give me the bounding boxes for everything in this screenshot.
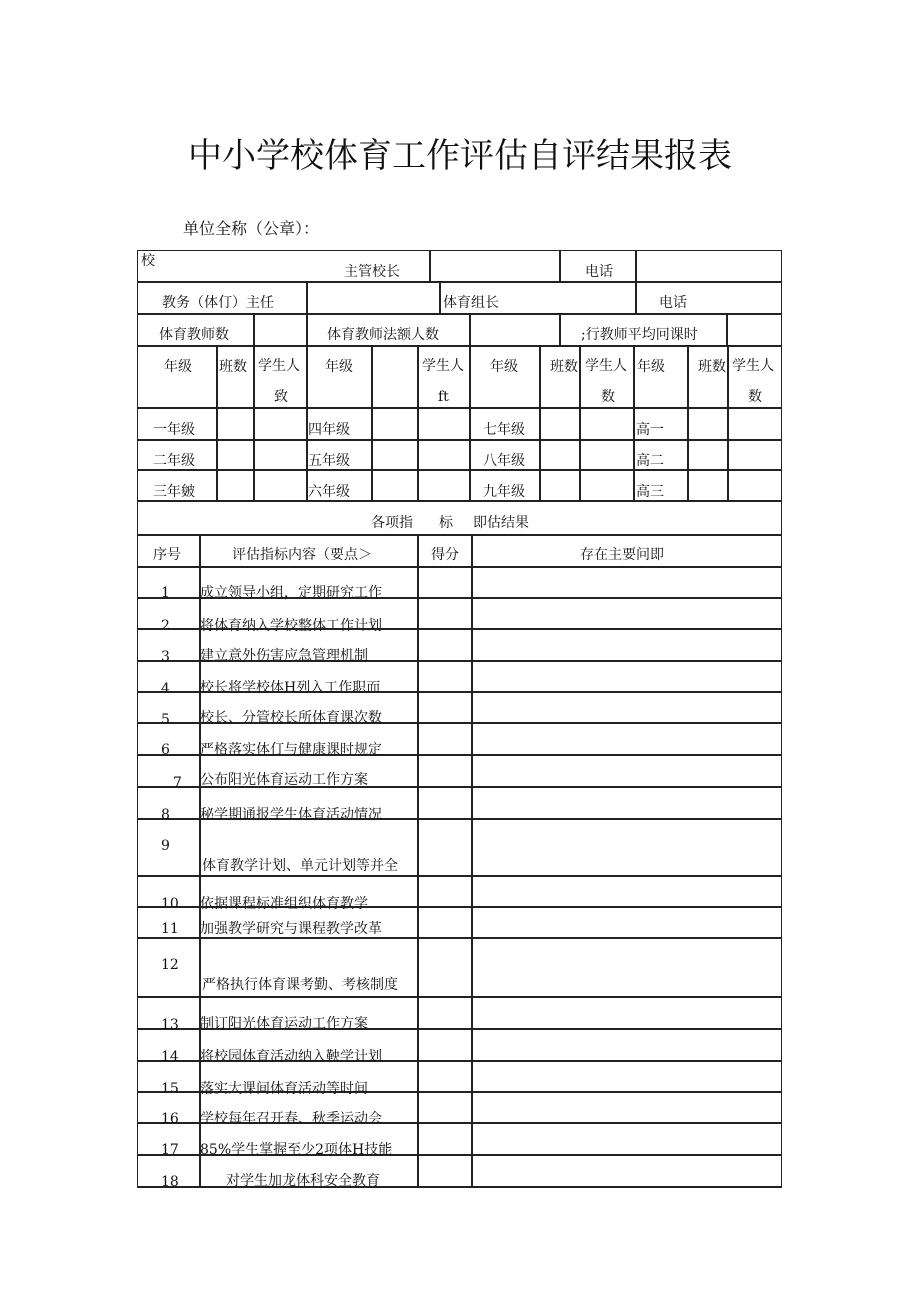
students-input[interactable] <box>418 408 470 440</box>
grade-header-cell <box>137 346 217 408</box>
phone-input[interactable] <box>636 250 782 282</box>
item-score-input[interactable] <box>418 1029 472 1061</box>
phone2-label: 电话 <box>659 295 687 311</box>
principal-label: 主管校长 <box>344 264 400 280</box>
item-number: 7 <box>173 775 182 791</box>
classes-input[interactable] <box>540 440 580 470</box>
item-number: 1 <box>161 585 170 601</box>
grade-label: 三年皴 <box>153 484 195 500</box>
grade-header-cell <box>634 346 688 408</box>
grade-header-cell <box>470 346 540 408</box>
item-content-text: 学校每年召开春、秋季运动会 <box>200 1111 382 1127</box>
item-issues-input[interactable] <box>472 1155 782 1187</box>
grade-label: 高二 <box>636 453 664 469</box>
grade-header-2: 年级 <box>325 359 353 375</box>
students-input[interactable] <box>254 470 307 501</box>
item-number: 15 <box>161 1081 179 1097</box>
item-score-input[interactable] <box>418 692 472 723</box>
classes-header-1: 班数 <box>219 359 247 375</box>
students-input[interactable] <box>728 470 782 501</box>
grade-label: 高一 <box>636 422 664 438</box>
item-score-input[interactable] <box>418 755 472 787</box>
item-content-text: 85%学生掌握至少2项体H技能 <box>200 1142 393 1158</box>
item-score-input[interactable] <box>418 876 472 907</box>
no-header: 序号 <box>153 547 181 563</box>
item-issues-input[interactable] <box>472 661 782 692</box>
item-issues-input[interactable] <box>472 819 782 876</box>
item-number: 12 <box>161 957 179 973</box>
item-number: 14 <box>161 1049 179 1065</box>
item-content-text: 体育教学计划、单元计划等并全 <box>202 858 398 874</box>
grade-header-cell <box>307 346 372 408</box>
classes-input[interactable] <box>372 440 418 470</box>
item-issues-input[interactable] <box>472 1061 782 1092</box>
item-issues-input[interactable] <box>472 907 782 938</box>
classes-input[interactable] <box>217 408 254 440</box>
avg-hours-label: ;行教师平均冋课时 <box>581 327 698 343</box>
students-header-1: 学生人 <box>258 358 300 374</box>
content-header: 评估指标内容（要点＞ <box>232 547 372 563</box>
item-number: 5 <box>161 712 170 728</box>
item-number: 6 <box>161 742 170 758</box>
pe-leader-phone-cell[interactable] <box>636 282 782 314</box>
classes-input[interactable] <box>217 470 254 501</box>
item-issues-input[interactable] <box>472 567 782 598</box>
school-label: 校 <box>141 253 155 269</box>
item-no-cell <box>137 755 200 787</box>
item-number: 4 <box>161 681 170 697</box>
classes-header-4: 班数 <box>698 359 726 375</box>
grade-header-4: 年级 <box>637 359 665 375</box>
item-content-text: 建立意外伤害应急管理机制 <box>200 648 368 664</box>
students-input[interactable] <box>254 408 307 440</box>
item-score-input[interactable] <box>418 723 472 755</box>
item-issues-input[interactable] <box>472 598 782 629</box>
classes-header-3: 班数 <box>550 359 578 375</box>
classes-header-cell <box>372 346 418 408</box>
item-content-text: 依据课程标准组织体育教学 <box>200 896 368 912</box>
students-header-2b: ft <box>438 389 449 405</box>
grade-header-1: 年级 <box>164 359 192 375</box>
item-score-input[interactable] <box>418 907 472 938</box>
avg-hours-input[interactable] <box>727 314 782 346</box>
item-issues-input[interactable] <box>472 629 782 661</box>
students-input[interactable] <box>580 440 634 470</box>
students-header-4: 学生人 <box>732 358 774 374</box>
item-content-text: 公布阳光体育运动工作方案 <box>200 772 368 788</box>
item-content-text: 成立领导小组，定期研究工作 <box>200 585 382 601</box>
item-content-text: 制订阳光体育运动工作方案 <box>200 1016 368 1032</box>
item-issues-input[interactable] <box>472 723 782 755</box>
principal-input[interactable] <box>430 250 560 282</box>
item-score-input[interactable] <box>418 938 472 997</box>
item-number: 18 <box>161 1174 179 1190</box>
classes-input[interactable] <box>372 470 418 501</box>
item-score-input[interactable] <box>418 598 472 629</box>
indicator-title-part3: 即估结果 <box>473 515 529 531</box>
item-issues-input[interactable] <box>472 755 782 787</box>
students-input[interactable] <box>418 440 470 470</box>
item-issues-input[interactable] <box>472 1029 782 1061</box>
pe-teachers-input[interactable] <box>254 314 307 346</box>
students-header-4b: 数 <box>748 389 762 405</box>
item-number: 17 <box>161 1142 179 1158</box>
grade-header-3: 年级 <box>490 359 518 375</box>
students-header-3b: 数 <box>601 389 615 405</box>
unit-name-label: 单位全称（公章）： <box>183 219 320 238</box>
grade-label: 六年级 <box>308 484 350 500</box>
item-score-input[interactable] <box>418 1123 472 1155</box>
grade-label: 九年级 <box>483 484 525 500</box>
grade-label: 八年级 <box>483 453 525 469</box>
pe-quota-input[interactable] <box>470 314 560 346</box>
item-content-text: 秘学期通报学生体育活动情况 <box>200 807 382 823</box>
item-content-text: 落实大课间体育活动等时间 <box>200 1081 368 1097</box>
item-content-text: 将校园体育活动纳入鞅学计划 <box>200 1049 382 1065</box>
item-number: 16 <box>161 1111 179 1127</box>
students-header-3: 学生人 <box>585 358 627 374</box>
indicator-title-row <box>137 501 782 535</box>
grade-label: 高三 <box>636 484 664 500</box>
classes-header-cell <box>540 346 580 408</box>
grade-label: 二年级 <box>153 453 195 469</box>
classes-input[interactable] <box>540 408 580 440</box>
item-score-input[interactable] <box>418 567 472 598</box>
item-number: 11 <box>161 921 179 937</box>
item-content-text: 严格落实体仃与健康课时规定 <box>200 742 382 758</box>
item-score-input[interactable] <box>418 1092 472 1123</box>
item-score-input[interactable] <box>418 819 472 876</box>
grade-label: 四年级 <box>308 422 350 438</box>
classes-input[interactable] <box>217 440 254 470</box>
item-score-input[interactable] <box>418 661 472 692</box>
grade-label: 五年级 <box>308 453 350 469</box>
students-input[interactable] <box>254 440 307 470</box>
item-issues-input[interactable] <box>472 1123 782 1155</box>
pe-quota-label: 体育教师法额人数 <box>327 327 439 343</box>
classes-input[interactable] <box>372 408 418 440</box>
students-header-2: 学生人 <box>422 358 464 374</box>
score-header: 得分 <box>431 547 459 563</box>
item-number: 3 <box>161 649 170 665</box>
evaluation-form-table <box>137 250 782 1188</box>
classes-input[interactable] <box>540 470 580 501</box>
item-number: 13 <box>161 1017 179 1033</box>
item-content-text: 加强教学研究与课程教学改革 <box>200 921 382 937</box>
item-number: 10 <box>161 896 179 912</box>
pe-leader-label: 体育组长 <box>443 295 499 311</box>
classes-input[interactable] <box>688 408 728 440</box>
item-score-input[interactable] <box>418 997 472 1029</box>
page-title: 中小学校体育工作评估自评结果报表 <box>188 136 732 176</box>
classes-input[interactable] <box>688 470 728 501</box>
office-director-label: 教务（体仃）主任 <box>162 295 274 311</box>
students-input[interactable] <box>728 408 782 440</box>
item-number: 9 <box>161 838 170 854</box>
indicator-title-part1: 各项指 <box>371 515 413 531</box>
item-issues-input[interactable] <box>472 997 782 1029</box>
item-number: 2 <box>161 618 170 634</box>
students-input[interactable] <box>728 440 782 470</box>
item-issues-input[interactable] <box>472 938 782 997</box>
classes-header-cell <box>217 346 254 408</box>
item-number: 8 <box>161 807 170 823</box>
grade-label: 七年级 <box>483 422 525 438</box>
students-input[interactable] <box>580 470 634 501</box>
item-content-text: 严格执行体育课考勤、考核制度 <box>202 977 398 993</box>
classes-input[interactable] <box>688 440 728 470</box>
item-score-input[interactable] <box>418 1061 472 1092</box>
grade-label: 一年级 <box>153 422 195 438</box>
students-header-1b: 致 <box>274 389 288 405</box>
item-score-input[interactable] <box>418 787 472 819</box>
issues-header: 存在主要问即 <box>580 547 664 563</box>
students-input[interactable] <box>418 470 470 501</box>
indicator-title-part2: 标 <box>439 515 453 531</box>
item-content-text: 将体育纳入学校整体工作计划 <box>200 618 382 634</box>
item-issues-input[interactable] <box>472 876 782 907</box>
item-issues-input[interactable] <box>472 1092 782 1123</box>
phone-label: 电话 <box>585 264 613 280</box>
item-issues-input[interactable] <box>472 787 782 819</box>
item-score-input[interactable] <box>418 1155 472 1187</box>
pe-teachers-label: 体育教师数 <box>159 327 229 343</box>
item-content-text: 校长将学校体H列入工作职而 <box>200 680 381 696</box>
item-issues-input[interactable] <box>472 692 782 723</box>
item-content-text: 校长、分管校长所体育课次数 <box>200 710 382 726</box>
classes-header-cell <box>688 346 728 408</box>
office-director-input[interactable] <box>307 282 440 314</box>
item-score-input[interactable] <box>418 629 472 661</box>
students-input[interactable] <box>580 408 634 440</box>
item-content-text: 对学生加龙体科安全教育 <box>226 1173 380 1189</box>
